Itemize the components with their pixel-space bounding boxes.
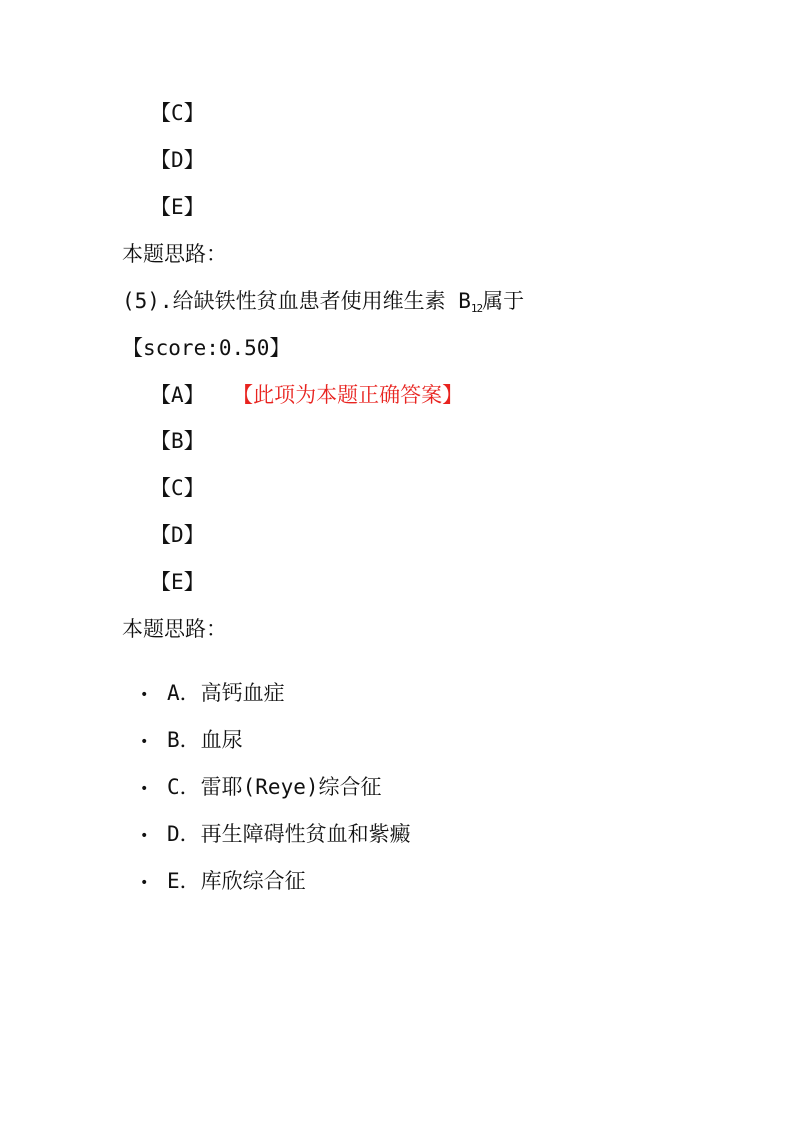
list-item-text: B．血尿 <box>167 728 243 752</box>
q5-question-subscript: 12 <box>470 302 483 315</box>
bullet-dot: • <box>140 687 149 703</box>
list-item <box>140 727 411 774</box>
q5-option-d: 【D】 <box>150 523 205 547</box>
list-item-text: D．再生障碍性贫血和紫癜 <box>167 822 411 846</box>
q4-analysis-label: 本题思路： <box>122 242 227 266</box>
bullet-dot: • <box>140 828 149 844</box>
q5-question-text <box>122 288 524 322</box>
list-item-text: E．库欣综合征 <box>167 869 306 893</box>
bullet-dot: • <box>140 734 149 750</box>
q5-option-b: 【B】 <box>150 429 205 453</box>
list-item <box>140 821 411 868</box>
correct-answer-note: 【此项为本题正确答案】 <box>242 383 464 407</box>
list-item <box>140 774 411 821</box>
q5-option-c: 【C】 <box>150 476 205 500</box>
list-item-text: A．高钙血症 <box>167 681 285 705</box>
list-item <box>140 680 411 727</box>
list-item-text: C．雷耶(Reye)综合征 <box>167 775 382 799</box>
q5-analysis-label: 本题思路： <box>122 617 227 641</box>
q4-option-e: 【E】 <box>150 195 205 219</box>
bullet-dot: • <box>140 781 149 797</box>
q4-option-d: 【D】 <box>150 148 205 172</box>
q5-question-suffix: 属于 <box>482 289 525 313</box>
q5-option-a-label: 【A】 <box>150 383 205 407</box>
q5-score: 【score:0.50】 <box>122 336 291 360</box>
answer-choice-list <box>140 680 411 915</box>
list-item <box>140 868 411 915</box>
q5-option-e: 【E】 <box>150 570 205 594</box>
bullet-dot: • <box>140 875 149 891</box>
q4-option-c: 【C】 <box>150 101 205 125</box>
q5-question-prefix: (5).给缺铁性贫血患者使用维生素 B <box>122 289 471 313</box>
q5-option-a <box>150 382 463 408</box>
